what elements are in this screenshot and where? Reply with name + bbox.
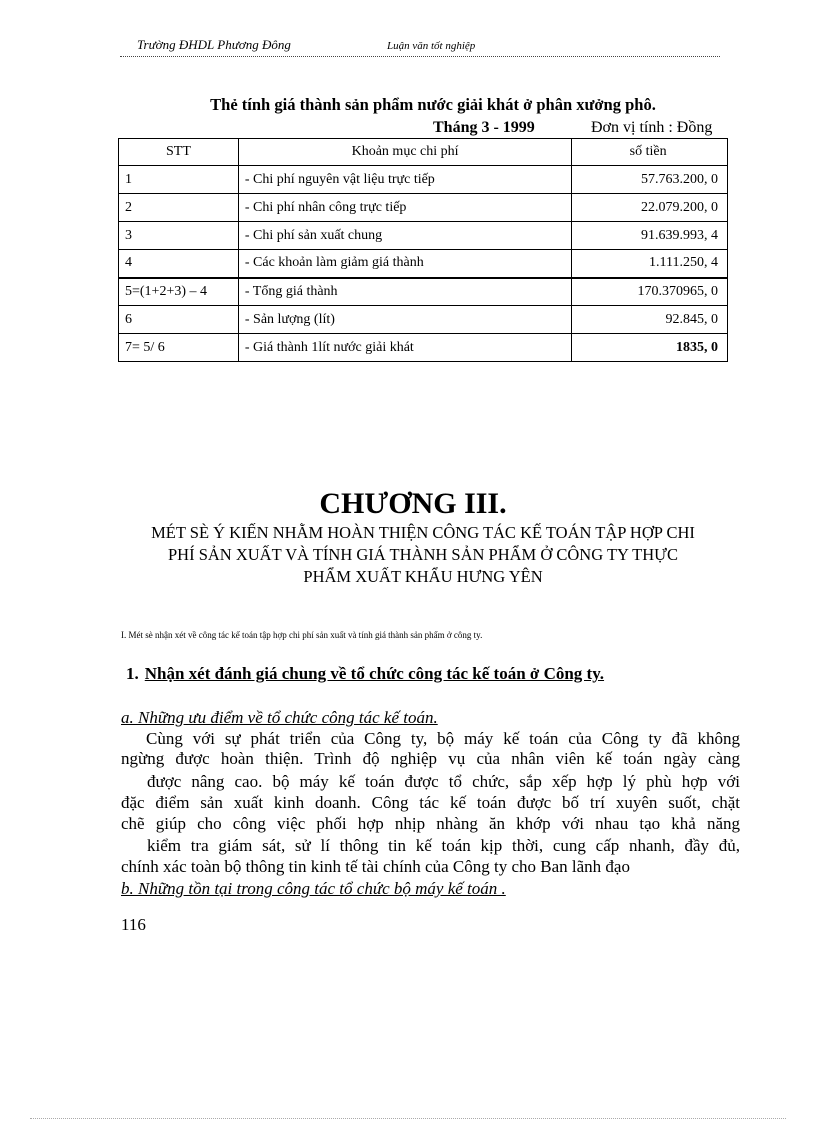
cell-stt: 1: [119, 166, 239, 194]
cell-item: - Sản lượng (lít): [238, 306, 571, 334]
cell-amount: 57.763.200, 0: [572, 166, 728, 194]
para-b-title: b. Những tồn tại trong công tác tổ chức bộ máy kế toán .: [121, 879, 506, 898]
table-row: [119, 334, 728, 362]
para-a-line: đặc điểm sản xuất kinh doanh. Công tác kế toán được bố trí xuyên suốt, chặt: [121, 793, 740, 812]
cell-stt: 7= 5/ 6: [119, 334, 239, 362]
table-row: [119, 278, 728, 306]
cell-item: - Các khoản làm giảm giá thành: [238, 250, 571, 278]
heading-1: [126, 664, 604, 684]
table-unit: Đơn vị tính : Đồng: [591, 119, 713, 136]
para-a-line: chẽ giúp cho công việc phối hợp nhịp nhàng ăn khớp với nhau tạo khả năng: [121, 814, 740, 833]
header-rule: [120, 56, 720, 57]
table-month: Tháng 3 - 1999: [433, 119, 535, 136]
cell-amount: 1835, 0: [572, 334, 728, 362]
col-header-amount: số tiền: [572, 139, 728, 166]
cell-item: - Chi phí nguyên vật liệu trực tiếp: [238, 166, 571, 194]
col-header-stt: STT: [119, 139, 239, 166]
cost-table: [118, 138, 728, 362]
cell-amount: 170.370965, 0: [572, 278, 728, 306]
para-a-title: a. Những ưu điểm về tổ chức công tác kế toán.: [121, 708, 438, 727]
cell-item: - Chi phí nhân công trực tiếp: [238, 194, 571, 222]
cell-amount: 92.845, 0: [572, 306, 728, 334]
heading-1-text: Nhận xét đánh giá chung về tổ chức công tác kế toán ở Công ty.: [144, 664, 605, 683]
cell-item: - Tổng giá thành: [238, 278, 571, 306]
cell-item: - Giá thành 1lít nước giải khát: [238, 334, 571, 362]
cell-amount: 22.079.200, 0: [572, 194, 728, 222]
cell-amount: 91.639.993, 4: [572, 222, 728, 250]
page-number: 116: [121, 915, 146, 934]
para-a-line: kiểm tra giám sát, sử lí thông tin kế toán kịp thời, cung cấp nhanh, đầy đủ,: [147, 836, 740, 855]
cell-amount: 1.111.250, 4: [572, 250, 728, 278]
chapter-subtitle-line: PHÍ SẢN XUẤT VÀ TÍNH GIÁ THÀNH SẢN PHẨM Ở CÔNG TY THỰC: [168, 545, 678, 564]
col-header-item: Khoản mục chi phí: [238, 139, 571, 166]
heading-1-number: 1.: [126, 664, 139, 683]
table-row: [119, 222, 728, 250]
chapter-subtitle-line: MÉT SÈ Ý KIẾN NHẰM HOÀN THIỆN CÔNG TÁC KẾ TOÁN TẬP HỢP CHI: [151, 523, 695, 542]
table-row: [119, 194, 728, 222]
table-title: Thẻ tính giá thành sản phẩm nước giải khát ở phân xưởng phô.: [210, 95, 656, 114]
cell-stt: 4: [119, 250, 239, 278]
table-header-row: [119, 139, 728, 166]
para-a-line: được nâng cao. bộ máy kế toán được tổ chức, sắp xếp hợp lý phù hợp với: [147, 772, 740, 791]
cell-stt: 5=(1+2+3) – 4: [119, 278, 239, 306]
cell-stt: 3: [119, 222, 239, 250]
cell-stt: 2: [119, 194, 239, 222]
cell-stt: 6: [119, 306, 239, 334]
chapter-subtitle-line: PHẨM XUẤT KHẨU HƯNG YÊN: [303, 567, 543, 586]
header-school: Trường ĐHDL Phương Đông: [137, 37, 291, 52]
header-thesis: Luận văn tốt nghiệp: [387, 40, 476, 52]
cell-item: - Chi phí sản xuất chung: [238, 222, 571, 250]
para-a-line: Cùng với sự phát triển của Công ty, bộ máy kế toán của Công ty đã không: [146, 729, 740, 748]
para-a-line: ngừng được hoàn thiện. Trình độ nghiệp vụ của nhân viên kế toán ngày càng: [121, 749, 740, 768]
chapter-title: CHƯƠNG III.: [319, 487, 507, 520]
table-row: [119, 166, 728, 194]
para-a-line: chính xác toàn bộ thông tin kinh tế tài chính của Công ty cho Ban lãnh đạo: [121, 857, 630, 876]
table-row: [119, 306, 728, 334]
section-i-heading: I. Mét sè nhận xét về công tác kế toán tập hợp chi phí sản xuất và tính giá thành sản phẩm ở công ty.: [121, 630, 483, 640]
table-row: [119, 250, 728, 278]
footer-rule: [30, 1118, 786, 1119]
